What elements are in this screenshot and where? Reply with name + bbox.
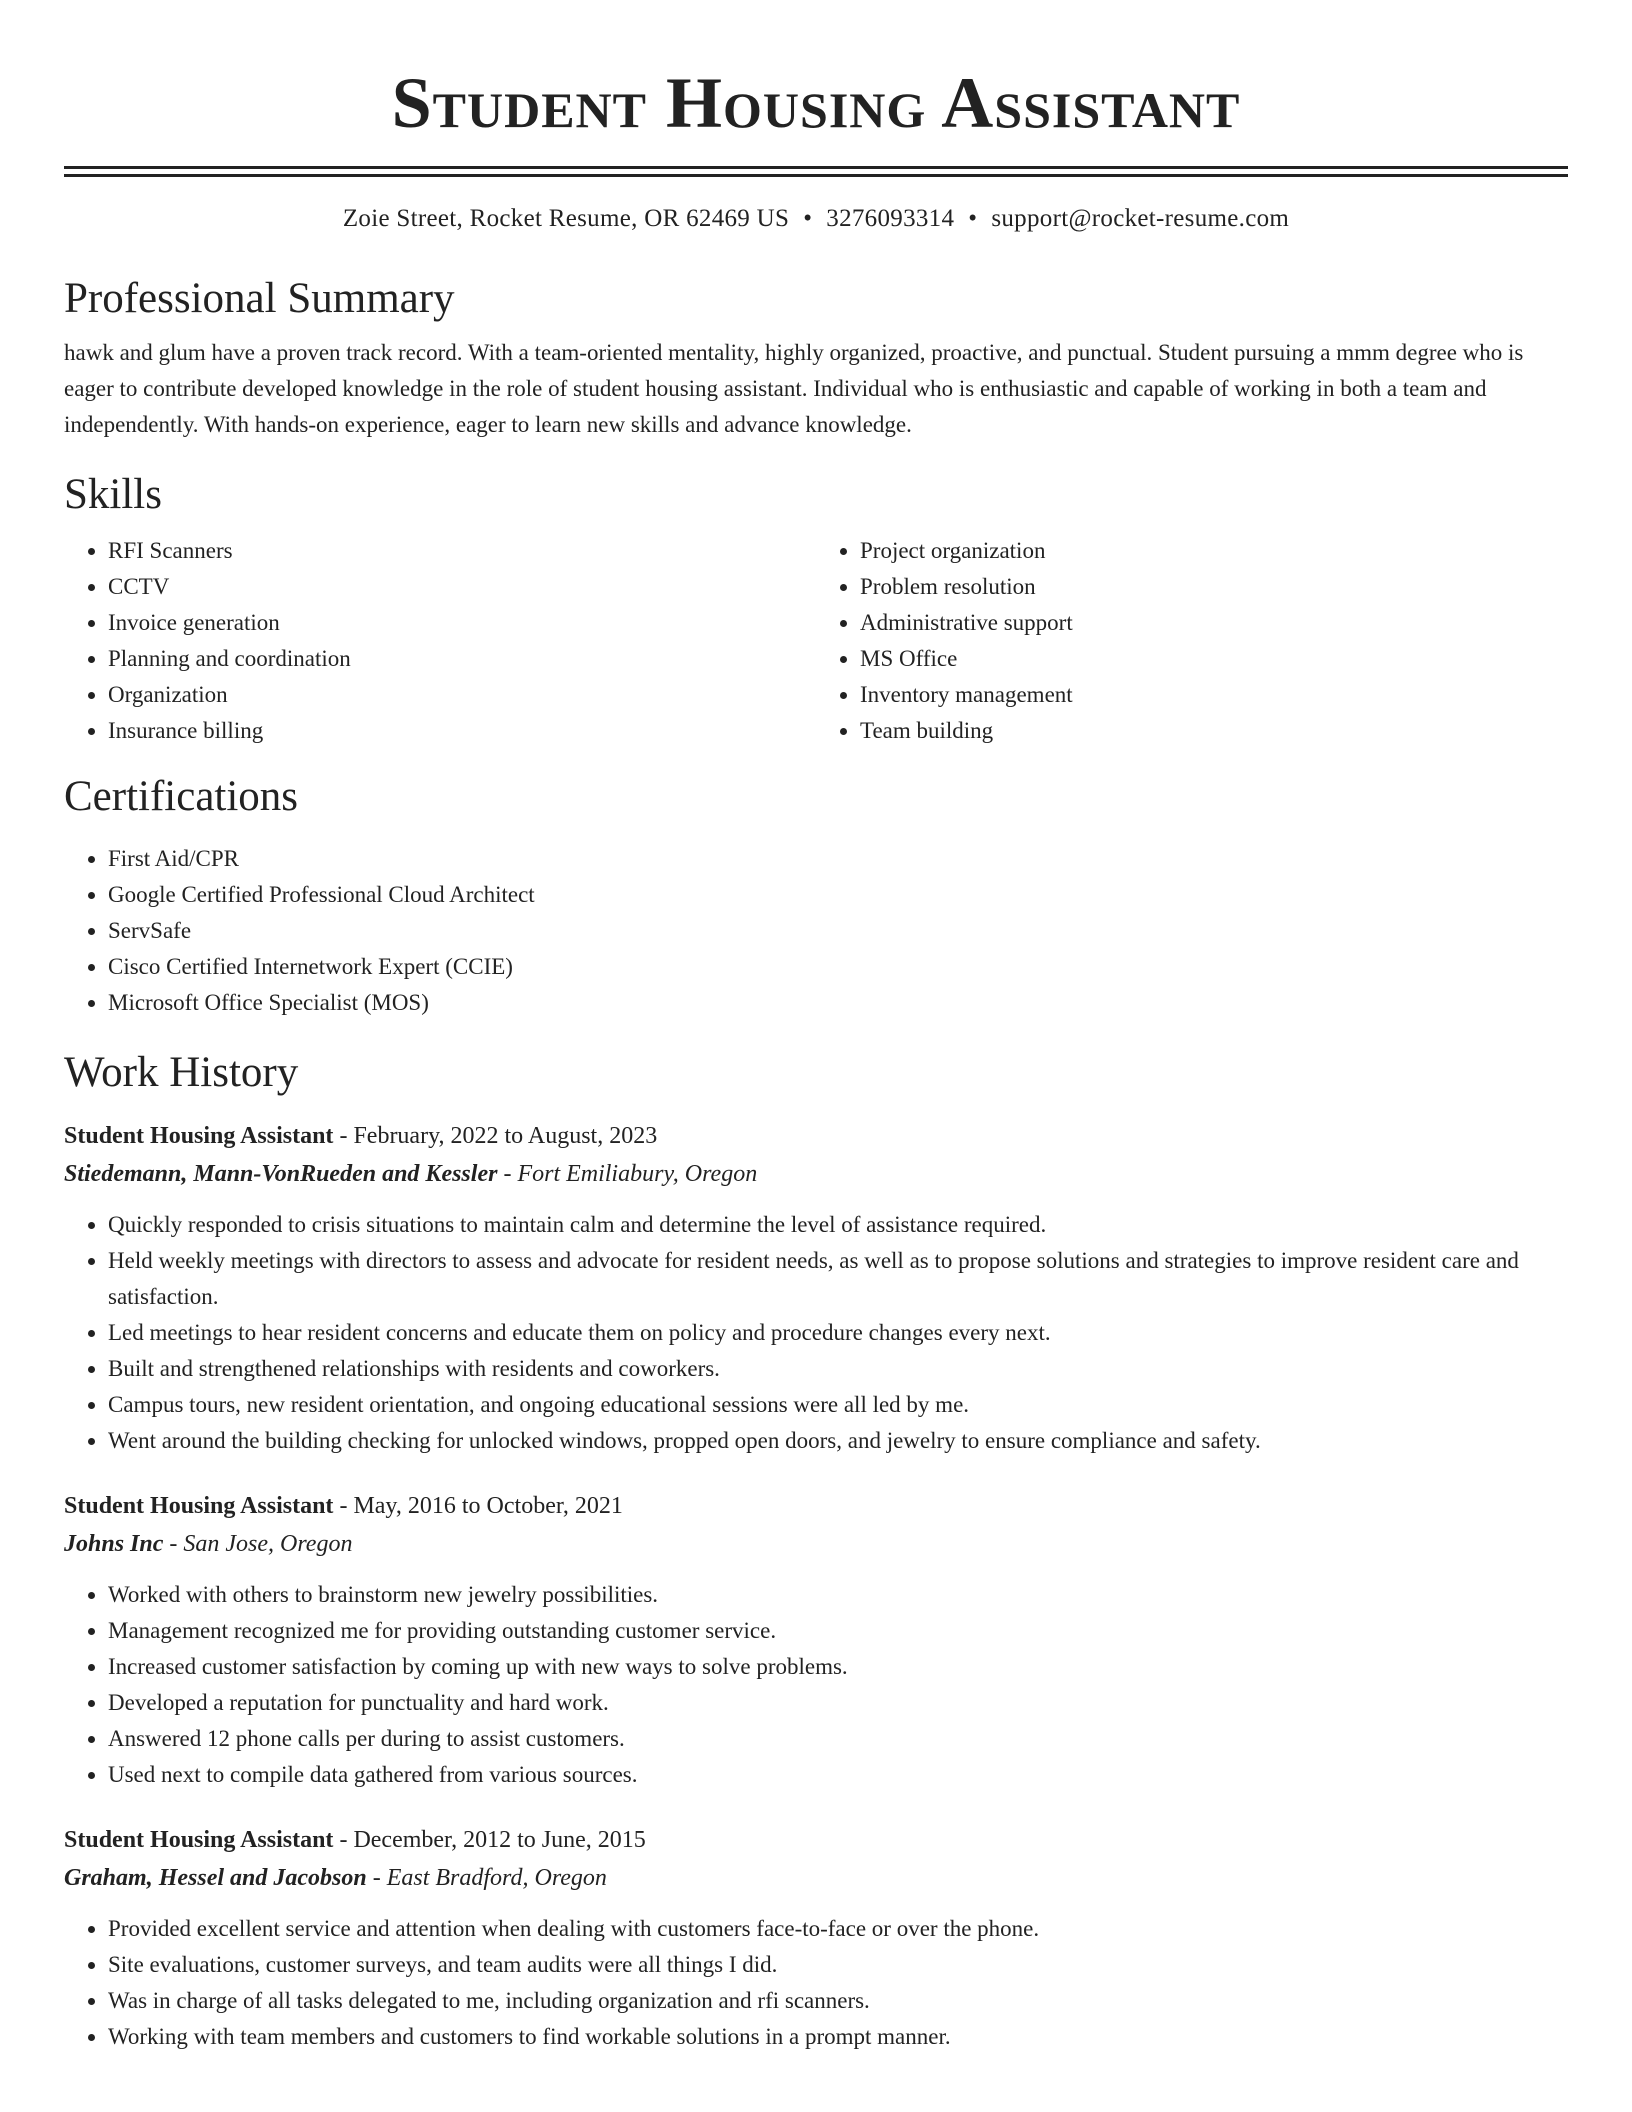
job-bullets [64,1911,1568,2055]
job-entry [64,1117,1568,1459]
work-history-heading: Work History [64,1049,299,1096]
job-role: Student Housing Assistant [64,1123,334,1149]
contact-phone: 3276093314 [826,205,955,232]
job-bullet: • Was in charge of all tasks delegated to me, including organization and rfi scanners. [108,1983,1568,2019]
job-bullet: • Increased customer satisfaction by coming up with new ways to solve problems. [108,1649,1568,1685]
job-bullet: • Held weekly meetings with directors to assess and advocate for resident needs, as well as to propose solutions and strategies to improve resident care and satisfaction. [108,1243,1568,1315]
job-bullet: • Developed a reputation for punctuality and hard work. [108,1685,1568,1721]
skill-item: • Organization [108,677,816,713]
skill-item: • Team building [860,713,1568,749]
skill-item: • CCTV [108,569,816,605]
job-bullet: • Working with team members and customers to find workable solutions in a prompt manner. [108,2019,1568,2055]
certification-item: • ServSafe [108,913,1568,949]
job-title-line [64,1821,1568,1859]
job-role: Student Housing Assistant [64,1827,334,1853]
job-bullet: • Led meetings to hear resident concerns and educate them on policy and procedure changes every next. [108,1315,1568,1351]
certifications-list [64,841,1568,1021]
resume-name-title: Student Housing Assistant [391,63,1241,143]
job-bullet: • Built and strengthened relationships with residents and coworkers. [108,1351,1568,1387]
skill-item: • Invoice generation [108,605,816,641]
job-bullet: • Answered 12 phone calls per during to assist customers. [108,1721,1568,1757]
skill-item: • Inventory management [860,677,1568,713]
job-dates: May, 2016 to October, 2021 [353,1493,623,1519]
job-title-line [64,1117,1568,1155]
certification-item: • Google Certified Professional Cloud Architect [108,877,1568,913]
job-bullet: • Used next to compile data gathered from various sources. [108,1757,1568,1793]
skills-list-right [816,533,1568,749]
job-dash: - [163,1531,184,1557]
skill-item: • Administrative support [860,605,1568,641]
job-bullet: • Worked with others to brainstorm new jewelry possibilities. [108,1577,1568,1613]
job-bullet: • Site evaluations, customer surveys, and team audits were all things I did. [108,1947,1568,1983]
job-entry [64,1487,1568,1793]
job-dates: February, 2022 to August, 2023 [353,1123,658,1149]
job-dash: - [333,1493,354,1519]
job-entry [64,1821,1568,2055]
summary-heading: Professional Summary [64,275,455,322]
job-dash: - [366,1865,387,1891]
certification-item: • Microsoft Office Specialist (MOS) [108,985,1568,1021]
header-double-rule [64,166,1568,177]
job-dates: December, 2012 to June, 2015 [353,1827,646,1853]
job-company: Stiedemann, Mann-VonRueden and Kessler [64,1161,498,1187]
skills-columns [64,533,1568,749]
job-bullet: • Went around the building checking for unlocked windows, propped open doors, and jewelry to ensure compliance and safety. [108,1423,1568,1459]
contact-separator: • [803,205,813,232]
skill-item: • MS Office [860,641,1568,677]
skill-item: • Project organization [860,533,1568,569]
skills-heading: Skills [64,471,162,518]
job-company-line [64,1525,1568,1563]
job-company: Johns Inc [64,1531,164,1557]
job-location: Fort Emiliabury, Oregon [517,1161,758,1187]
job-company-line [64,1859,1568,1897]
job-dash: - [333,1123,354,1149]
job-company-line [64,1155,1568,1193]
certification-item: • First Aid/CPR [108,841,1568,877]
job-bullet: • Management recognized me for providing outstanding customer service. [108,1613,1568,1649]
job-bullet: • Provided excellent service and attention when dealing with customers face-to-face or over the phone. [108,1911,1568,1947]
job-bullet: • Campus tours, new resident orientation, and ongoing educational sessions were all led by me. [108,1387,1568,1423]
contact-address: Zoie Street, Rocket Resume, OR 62469 US [342,205,790,232]
job-bullet: • Quickly responded to crisis situations to maintain calm and determine the level of assistance required. [108,1207,1568,1243]
job-location: East Bradford, Oregon [386,1865,607,1891]
contact-separator: • [968,205,978,232]
job-location: San Jose, Oregon [183,1531,353,1557]
skill-item: • Insurance billing [108,713,816,749]
contact-line [64,203,1568,235]
job-role: Student Housing Assistant [64,1493,334,1519]
skills-list-left [64,533,816,749]
skill-item: • Problem resolution [860,569,1568,605]
job-dash: - [333,1827,354,1853]
job-bullets [64,1577,1568,1793]
certification-item: • Cisco Certified Internetwork Expert (CCIE) [108,949,1568,985]
job-title-line [64,1487,1568,1525]
resume-page [64,0,1568,2055]
job-company: Graham, Hessel and Jacobson [64,1865,367,1891]
certifications-heading: Certifications [64,773,299,820]
summary-text: hawk and glum have a proven track record. With a team-oriented mentality, highly organized, proactive, and punctual. Student pursuing a mmm degree who is eager to contribute developed knowledge in the role of student housing assistant. Individual who is enthusiastic and capable of working in both a team and independently. With hands-on experience, eager to learn new skills and advance knowledge. [64,340,1524,437]
job-bullets [64,1207,1568,1459]
skill-item: • Planning and coordination [108,641,816,677]
skill-item: • RFI Scanners [108,533,816,569]
job-dash: - [497,1161,518,1187]
contact-email: support@rocket-resume.com [991,205,1290,232]
